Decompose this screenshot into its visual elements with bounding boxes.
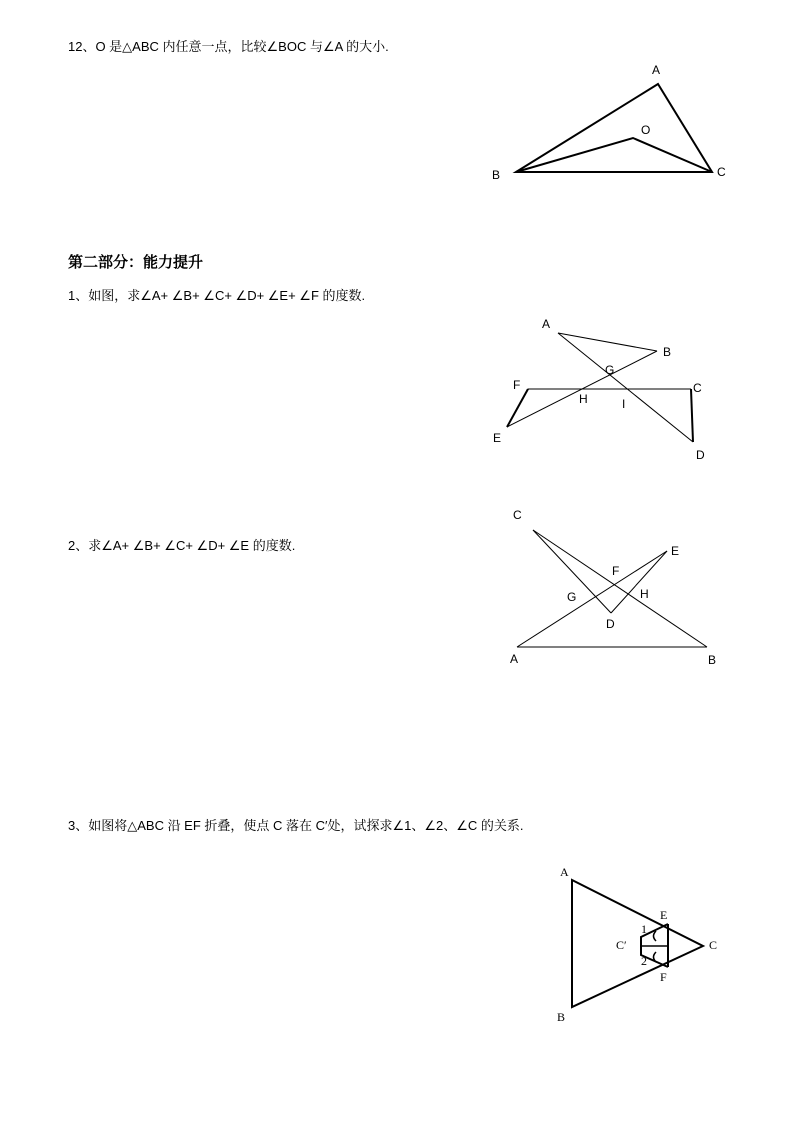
label-a: A [560, 865, 569, 879]
label-f: F [513, 378, 521, 392]
label-o: O [641, 123, 651, 137]
label-i: I [622, 397, 626, 411]
label-b: B [492, 168, 501, 182]
label-g: G [567, 590, 577, 604]
label-c: C [513, 508, 522, 522]
label-e: E [671, 544, 680, 558]
problem-12-text: 12、O 是△ABC 内任意一点，比较∠BOC 与∠A 的大小. [68, 39, 389, 54]
problem-12-figure [480, 55, 740, 195]
label-c: C [709, 938, 718, 952]
segments-bo-oc [516, 138, 712, 172]
problem-1-text: 1、如图，求∠A+ ∠B+ ∠C+ ∠D+ ∠E+ ∠F 的度数. [68, 288, 366, 303]
segment-cd [691, 389, 693, 442]
label-b: B [663, 345, 672, 359]
segment-ab [558, 333, 657, 351]
label-a: A [510, 652, 519, 666]
problem-2-figure [500, 500, 730, 670]
problem-2-text: 2、求∠A+ ∠B+ ∠C+ ∠D+ ∠E 的度数. [68, 538, 296, 553]
label-e: E [493, 431, 502, 445]
problem-1-figure [485, 310, 725, 470]
label-e: E [660, 908, 668, 922]
label-h: H [640, 587, 649, 601]
problem-3-figure [550, 860, 730, 1030]
label-2: 2 [641, 954, 647, 968]
label-a: A [542, 317, 551, 331]
segment-ad [558, 333, 693, 442]
section-title: 第二部分：能力提升 [68, 253, 204, 271]
label-d: D [696, 448, 705, 462]
angle-1-arc [654, 931, 657, 941]
label-f: F [612, 564, 620, 578]
label-1: 1 [641, 922, 647, 936]
triangle-abc [572, 880, 703, 1007]
problem-3-text: 3、如图将△ABC 沿 EF 折叠，使点 C 落在 C′处，试探求∠1、∠2、∠C 的关系. [68, 818, 524, 833]
segment-bc [533, 530, 707, 647]
angle-2-arc [654, 952, 657, 962]
label-c: C [717, 165, 726, 179]
label-b: B [557, 1010, 566, 1024]
label-a: A [652, 63, 661, 77]
label-h: H [579, 392, 588, 406]
label-c-prime: C′ [616, 938, 627, 952]
label-g: G [605, 363, 615, 377]
label-b: B [708, 653, 717, 667]
label-c: C [693, 381, 702, 395]
label-f: F [660, 970, 667, 984]
label-d: D [606, 617, 615, 631]
